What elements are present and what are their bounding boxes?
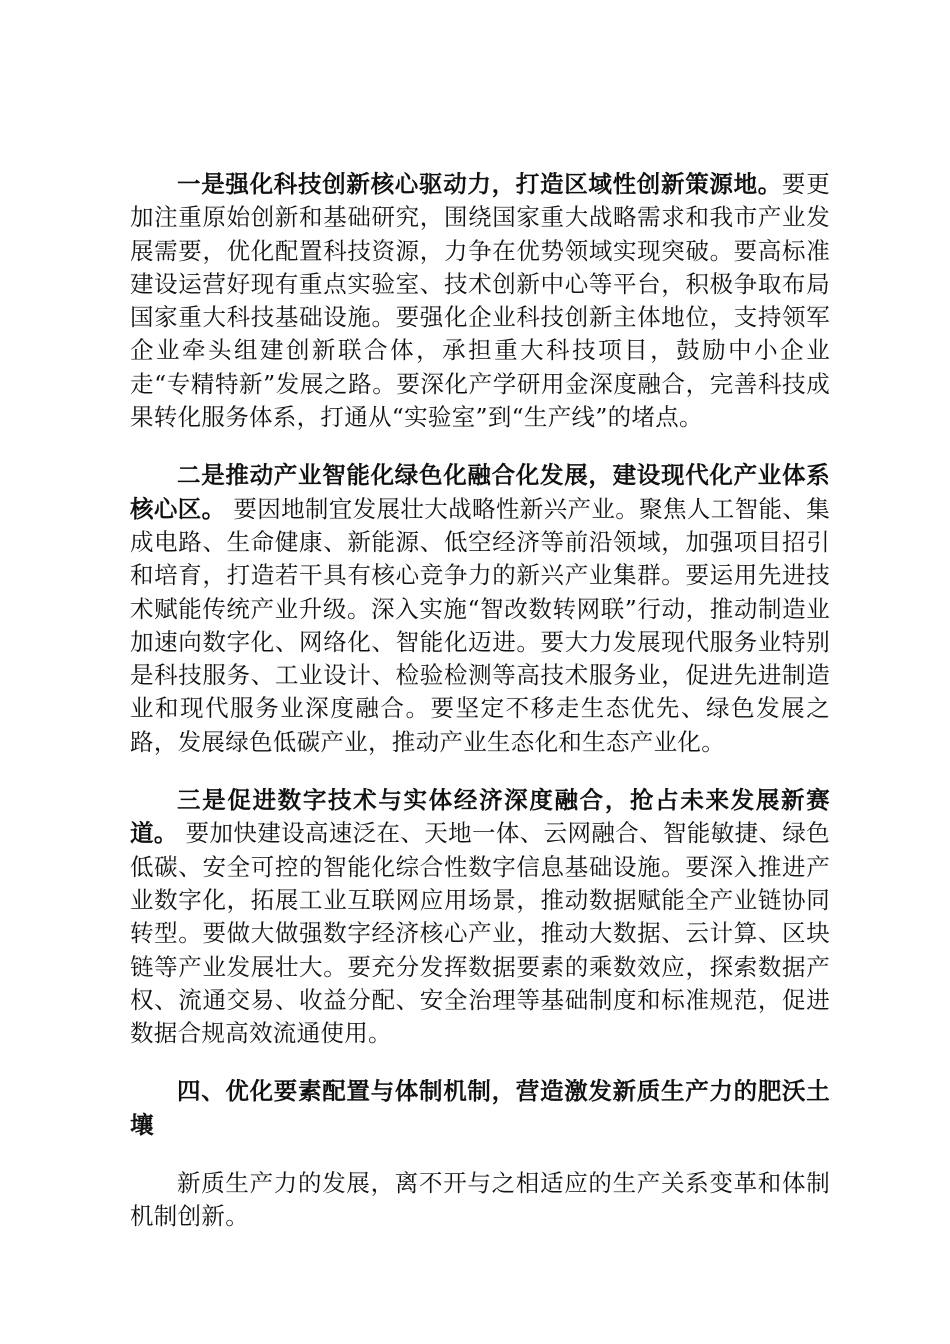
paragraph-3-body: 要加快建设高速泛在、天地一体、云网融合、智能敏捷、绿色低碳、安全可控的智能化综合性数字信息基础设施。要深入推进产业数字化，拓展工业互联网应用场景，推动数据赋能全产业链协同转型。要做大做强数字经济核心产业，推动大数据、云计算、区块链等产业发展壮大。要充分发挥数据要素的乘数效应，探索数据产权、流通交易、收益分配、安全治理等基础制度和标准规范，促进数据合规高效流通使用。 [130, 819, 830, 1048]
paragraph-2 [130, 459, 830, 759]
document-page [130, 168, 830, 1234]
paragraph-1 [130, 168, 830, 434]
paragraph-1-body: 要更加注重原始创新和基础研究，围绕国家重大战略需求和我市产业发展需要，优化配置科技资源，力争在优势领域实现突破。要高标准建设运营好现有重点实验室、技术创新中心等平台，积极争取布局国家重大科技基础设施。要强化企业科技创新主体地位，支持领军企业牵头组建创新联合体，承担重大科技项目，鼓励中小企业走“专精特新”发展之路。要深化产学研用金深度融合，完善科技成果转化服务体系，打通从“实验室”到“生产线”的堵点。 [130, 170, 830, 432]
paragraph-3 [130, 784, 830, 1050]
closing-paragraph: 新质生产力的发展，离不开与之相适应的生产关系变革和体制机制创新。 [130, 1169, 830, 1231]
paragraph-1-lead: 一是强化科技创新核心驱动力，打造区域性创新策源地。 [177, 170, 782, 198]
paragraph-2-body: 要因地制宜发展壮大战略性新兴产业。聚焦人工智能、集成电路、生命健康、新能源、低空经济等前沿领域，加强项目招引和培育，打造若干具有核心竞争力的新兴产业集群。要运用先进技术赋能传统产业升级。深入实施“智改数转网联”行动，推动制造业加速向数字化、网络化、智能化迈进。要大力发展现代服务业特别是科技服务、工业设计、检验检测等高技术服务业，促进先进制造业和现代服务业深度融合。要坚定不移走生态优先、绿色发展之路，发展绿色低碳产业，推动产业生态化和生态产业化。 [130, 494, 830, 756]
paragraph-3-lead: 三是促进数字技术与实体经济深度融合，抢占未来发展新赛道。 [130, 786, 830, 848]
section-heading: 四、优化要素配置与体制机制，营造激发新质生产力的肥沃土壤 [130, 1077, 830, 1139]
paragraph-2-lead: 二是推动产业智能化绿色化融合化发展，建设现代化产业体系核心区。 [130, 461, 830, 523]
